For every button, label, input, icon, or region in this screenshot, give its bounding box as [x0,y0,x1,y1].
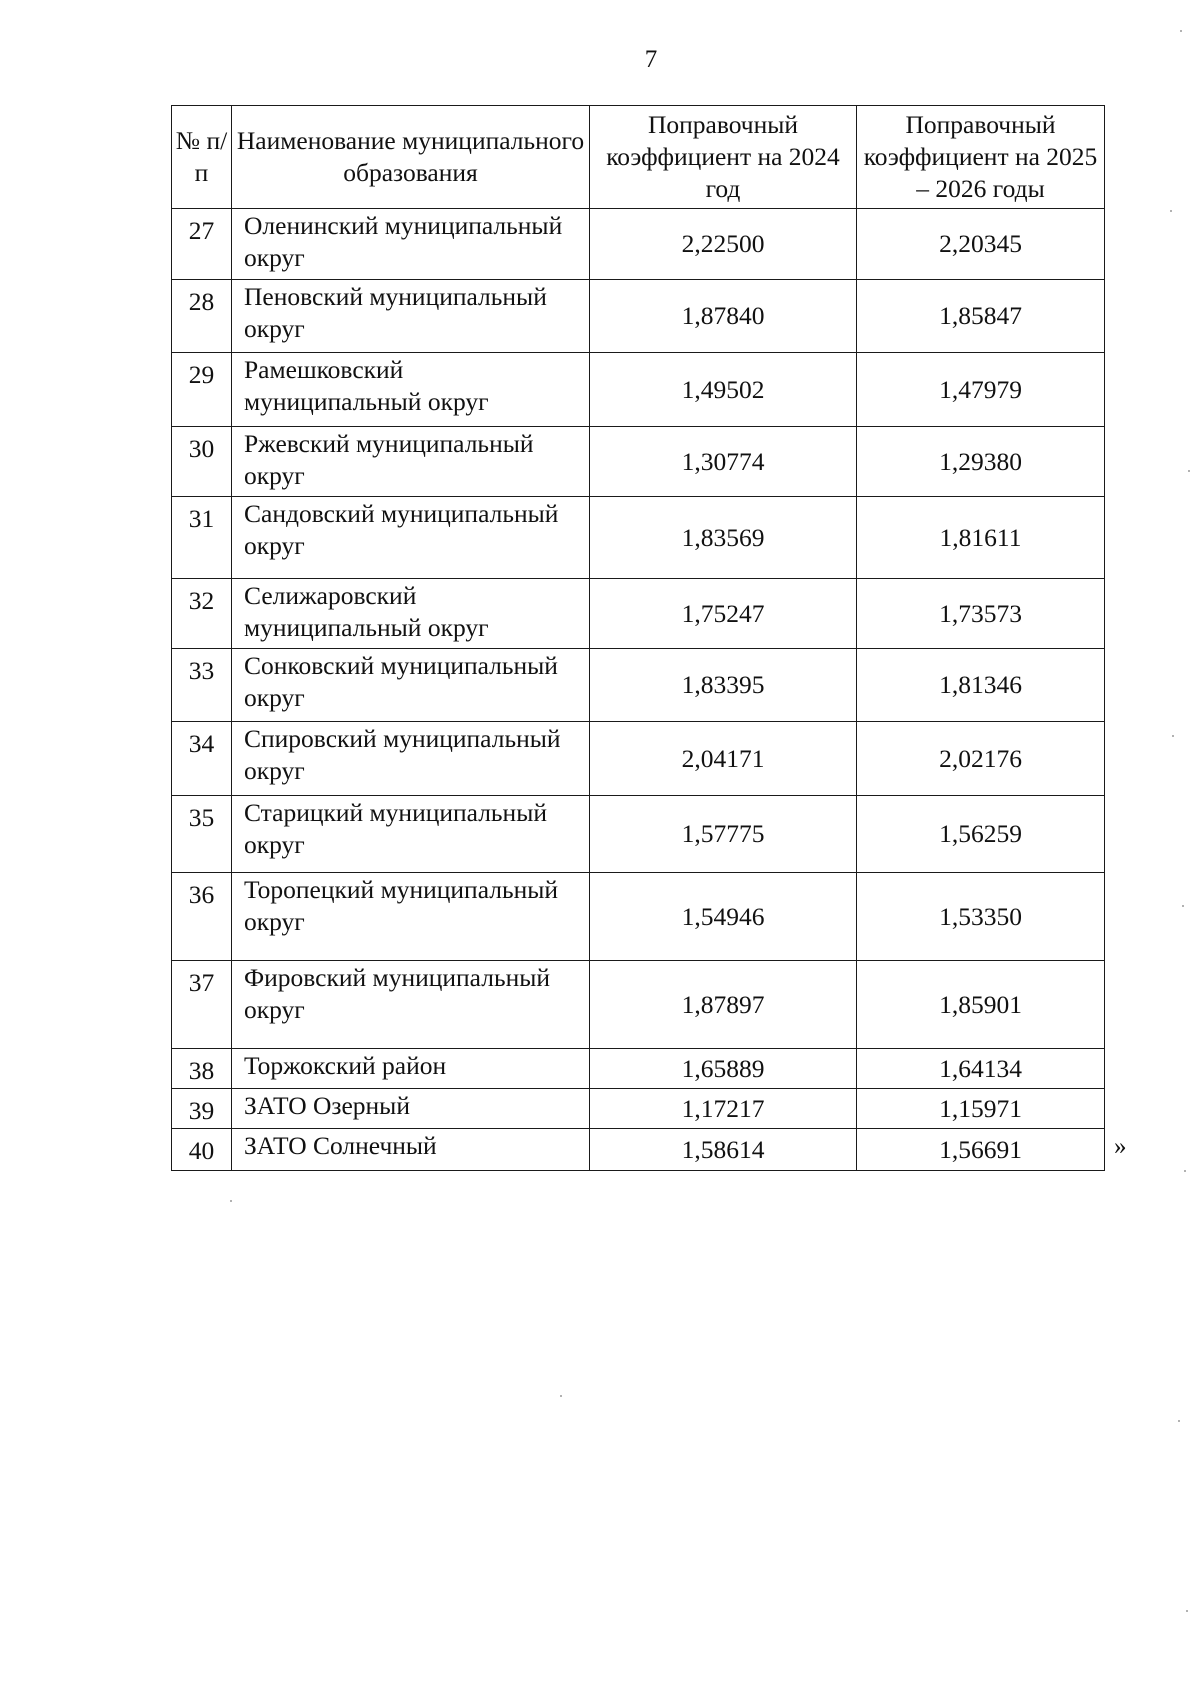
header-coefficient-2025-2026: Поправочный коэффициент на 2025 – 2026 годы [857,106,1105,209]
closing-quote: » [1114,1133,1127,1160]
municipality-name: Старицкий муниципальный округ [232,796,590,873]
coefficient-2025-2026: 1,85847 [857,280,1105,353]
coefficient-2025-2026: 1,53350 [857,873,1105,961]
coefficient-2025-2026: 1,73573 [857,579,1105,649]
row-number: 36 [172,873,232,961]
coefficient-2025-2026: 1,47979 [857,353,1105,427]
row-number: 33 [172,649,232,722]
row-number: 34 [172,722,232,796]
municipality-name: Сонковский муниципальный округ [232,649,590,722]
coefficient-2024: 1,49502 [590,353,857,427]
row-number: 29 [172,353,232,427]
table-row [172,1129,1105,1171]
municipality-name: Торопецкий муниципальный округ [232,873,590,961]
municipality-name: Селижаровский муниципальный округ [232,579,590,649]
table-row [172,961,1105,1049]
table-row [172,209,1105,280]
table-row [172,497,1105,579]
coefficient-2024: 2,22500 [590,209,857,280]
coefficient-2025-2026: 2,20345 [857,209,1105,280]
coefficient-2024: 1,30774 [590,427,857,497]
municipality-name: Ржевский муниципальный округ [232,427,590,497]
row-number: 31 [172,497,232,579]
coefficient-2024: 1,65889 [590,1049,857,1089]
row-number: 30 [172,427,232,497]
page-number: 7 [644,46,658,73]
municipality-name: Рамешковский муниципальный округ [232,353,590,427]
table-row [172,353,1105,427]
coefficient-2024: 1,54946 [590,873,857,961]
coefficient-2024: 1,17217 [590,1089,857,1129]
row-number: 40 [172,1129,232,1171]
table-row [172,796,1105,873]
coefficient-2024: 1,58614 [590,1129,857,1171]
row-number: 35 [172,796,232,873]
table-row [172,427,1105,497]
municipality-name: Пеновский муниципальный округ [232,280,590,353]
table-row [172,649,1105,722]
municipality-name: ЗАТО Солнечный [232,1129,590,1171]
header-number: № п/п [172,106,232,209]
table-row [172,579,1105,649]
row-number: 37 [172,961,232,1049]
coefficients-table [171,105,1105,1171]
header-coefficient-2024: Поправочный коэффициент на 2024 год [590,106,857,209]
coefficient-2024: 1,83395 [590,649,857,722]
table-row [172,280,1105,353]
row-number: 39 [172,1089,232,1129]
table-header [172,106,1105,209]
header-row [172,106,1105,209]
table-row [172,873,1105,961]
row-number: 38 [172,1049,232,1089]
municipality-name: ЗАТО Озерный [232,1089,590,1129]
coefficient-2025-2026: 2,02176 [857,722,1105,796]
coefficient-2025-2026: 1,81346 [857,649,1105,722]
table-body [172,209,1105,1171]
municipality-name: Спировский муниципальный округ [232,722,590,796]
municipality-name: Сандовский муниципальный округ [232,497,590,579]
municipality-name: Фировский муниципальный округ [232,961,590,1049]
coefficient-2025-2026: 1,15971 [857,1089,1105,1129]
coefficient-2024: 1,87840 [590,280,857,353]
row-number: 27 [172,209,232,280]
header-municipality-name: Наименование муниципального образования [232,106,590,209]
coefficient-2024: 1,87897 [590,961,857,1049]
municipality-name: Торжокский район [232,1049,590,1089]
row-number: 32 [172,579,232,649]
row-number: 28 [172,280,232,353]
table-row [172,722,1105,796]
coefficient-2025-2026: 1,85901 [857,961,1105,1049]
municipality-name: Оленинский муниципальный округ [232,209,590,280]
coefficient-2025-2026: 1,29380 [857,427,1105,497]
coefficient-2024: 1,57775 [590,796,857,873]
coefficient-2025-2026: 1,56259 [857,796,1105,873]
coefficient-2025-2026: 1,81611 [857,497,1105,579]
table-row [172,1049,1105,1089]
table-row [172,1089,1105,1129]
coefficient-2024: 2,04171 [590,722,857,796]
coefficient-2024: 1,83569 [590,497,857,579]
coefficient-2025-2026: 1,64134 [857,1049,1105,1089]
coefficient-2025-2026: 1,56691 [857,1129,1105,1171]
coefficient-2024: 1,75247 [590,579,857,649]
